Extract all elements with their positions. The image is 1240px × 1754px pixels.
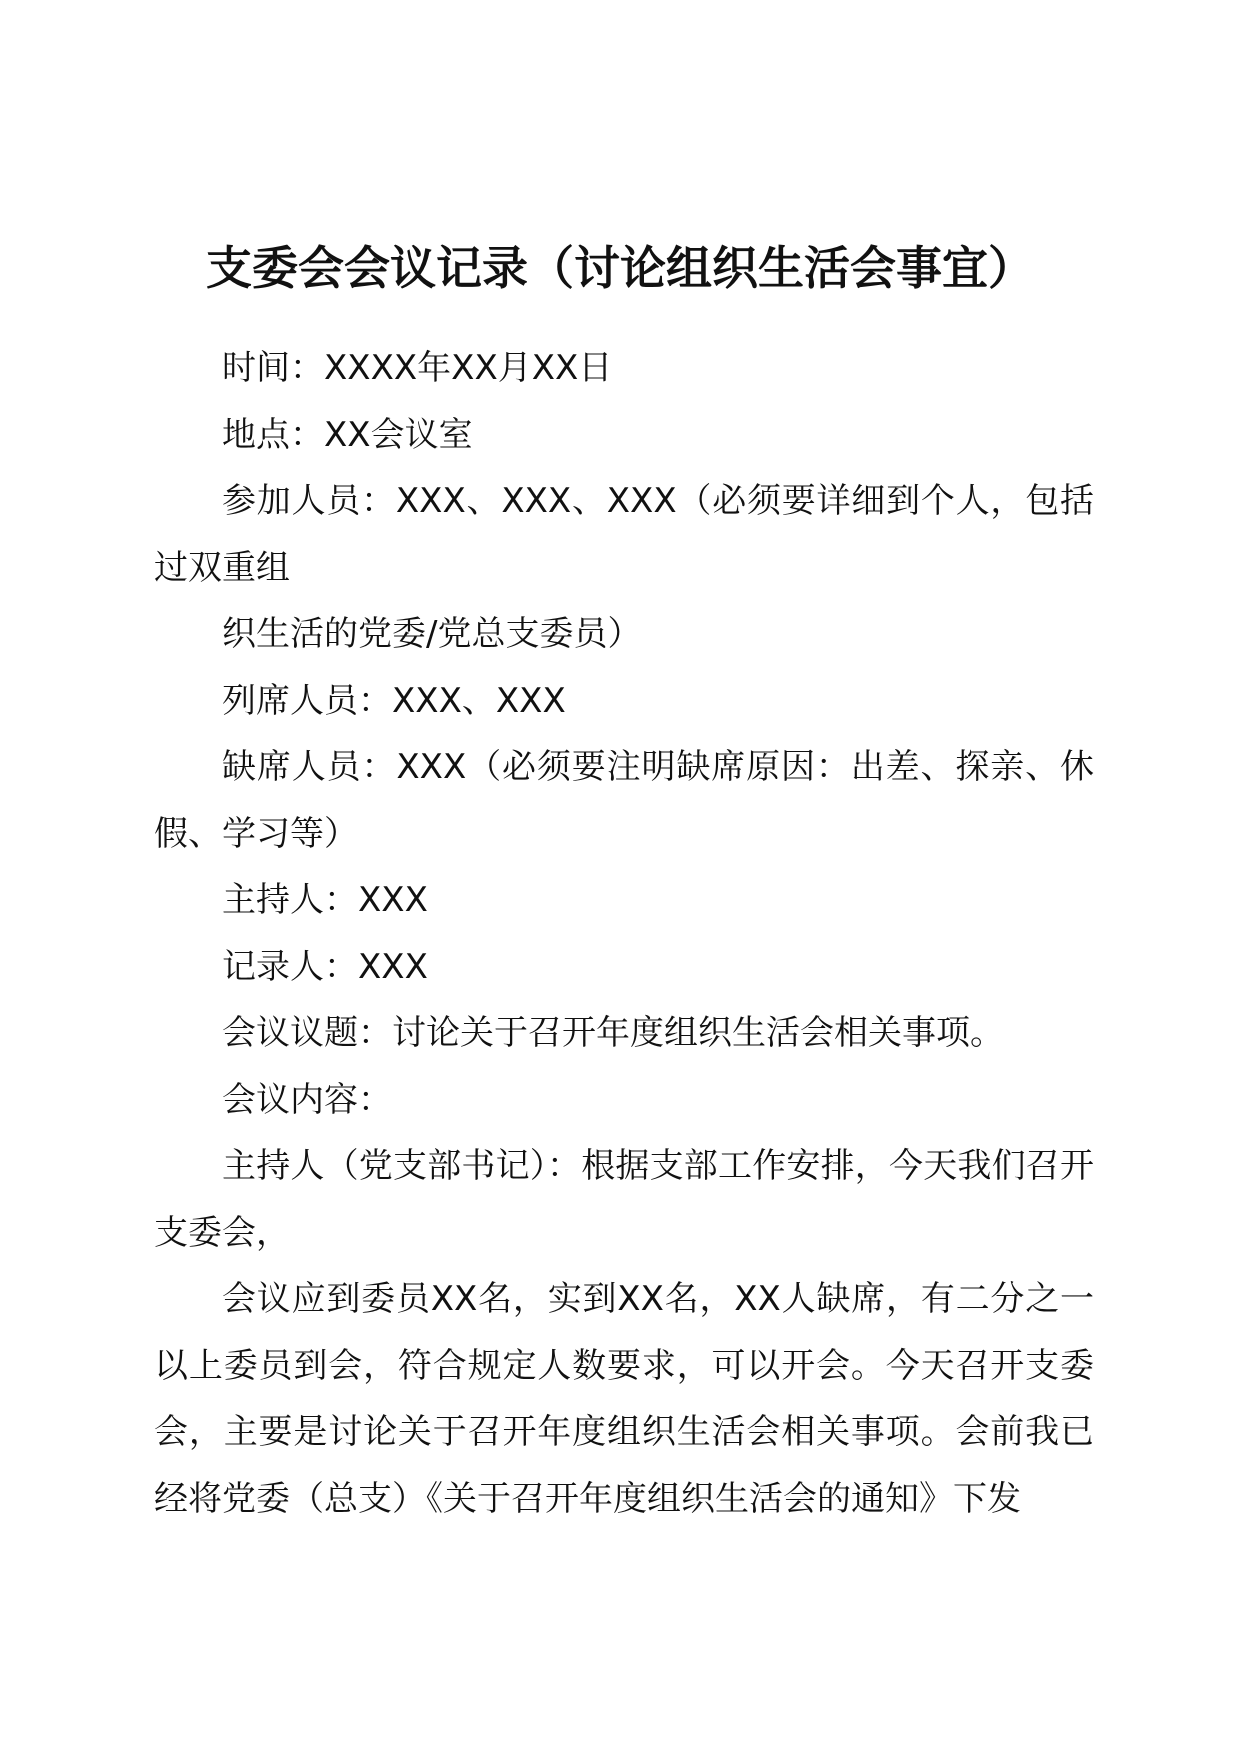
paragraph-topic: 会议议题：讨论关于召开年度组织生活会相关事项。 (222, 1013, 1004, 1053)
paragraph-host-speech: 主持人（党支部书记）：根据支部工作安排，今天我们召开支委会， (154, 1146, 1094, 1253)
paragraph-location: 地点：XX会议室 (222, 414, 473, 455)
paragraph-recorder: 记录人：XXX (222, 946, 428, 987)
paragraph-host: 主持人：XXX (222, 880, 428, 920)
paragraph-observers: 列席人员：XXX、XXX (222, 680, 566, 721)
paragraph-attendees-continued: 织生活的党委/党总支委员） (222, 614, 642, 654)
paragraph-meeting-details: 会议应到委员XX名，实到XX名，XX人缺席，有二分之一以上委员到会，符合规定人数要求，可以开会。今天召开支委会，主要是讨论关于召开年度组织生活会相关事项。会前我已经将党委（总支）《关于召开年度组织生活会的通知》下发 (154, 1279, 1094, 1519)
document-body (154, 335, 1094, 1532)
paragraph-attendees: 参加人员：XXX、XXX、XXX（必须要详细到个人，包括过双重组 (154, 481, 1094, 588)
paragraph-time: 时间：XXXX年XX月XX日 (222, 348, 613, 388)
paragraph-absentees: 缺席人员：XXX（必须要注明缺席原因：出差、探亲、休假、学习等） (154, 747, 1094, 854)
paragraph-content-heading: 会议内容： (222, 1079, 392, 1120)
document-title: 支委会会议记录（讨论组织生活会事宜） (206, 241, 1034, 295)
